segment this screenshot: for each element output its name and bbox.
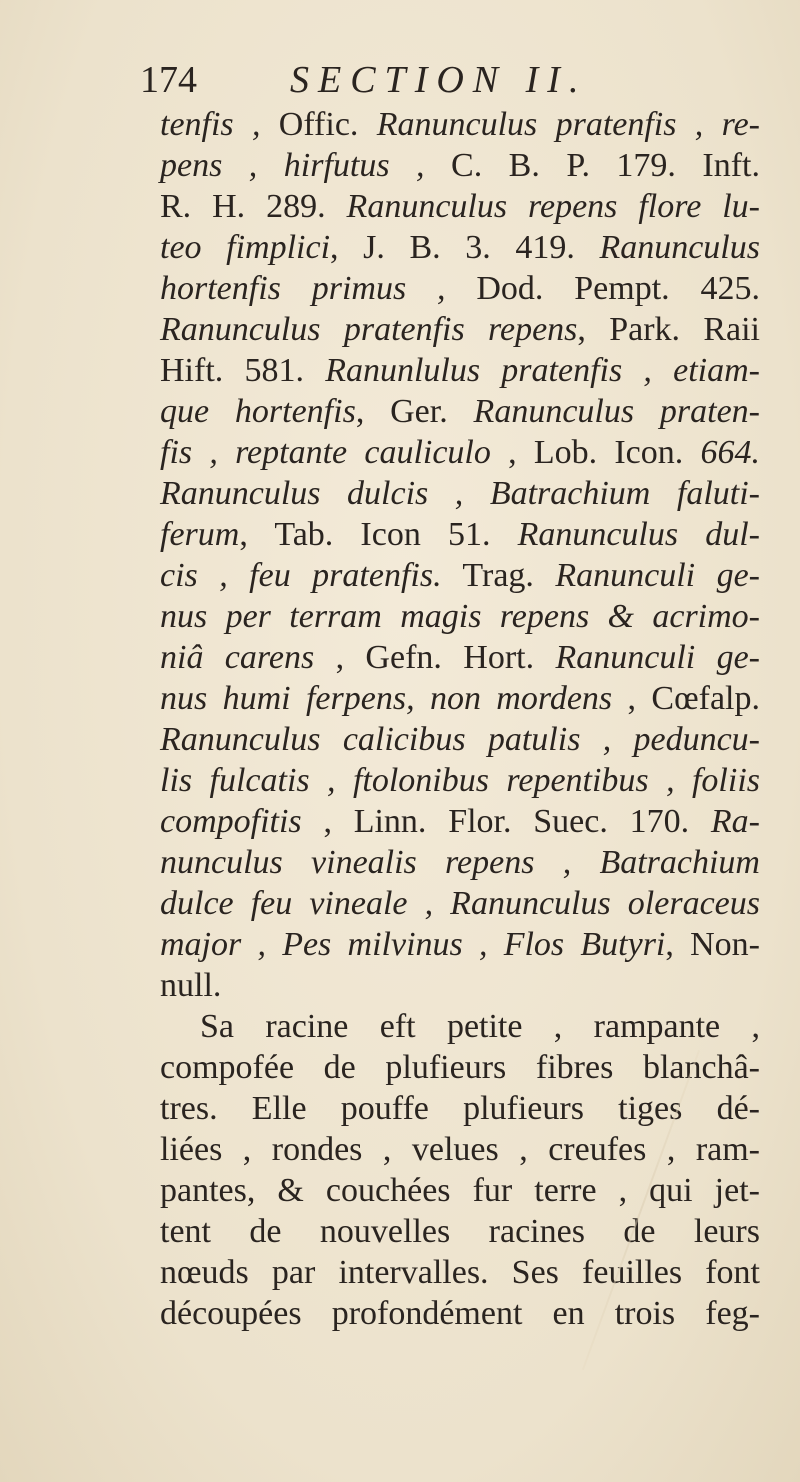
roman-text: , Ger. xyxy=(355,393,474,430)
italic-text: Ranunculus repens flore lu- xyxy=(346,188,760,225)
italic-text: lis fulcatis , ftolonibus repentibus , foliis xyxy=(160,762,760,799)
roman-text: , Non- xyxy=(665,926,760,963)
roman-text: Trag. xyxy=(441,557,556,594)
roman-text: null. xyxy=(160,967,222,1004)
roman-text: Sa racine eft petite , rampante , xyxy=(200,1008,760,1045)
text-line xyxy=(160,719,760,760)
roman-text: , Cœfalp. xyxy=(612,680,761,717)
running-header xyxy=(140,58,700,102)
roman-text: , Gefn. Hort. xyxy=(314,639,556,676)
roman-text: , J. B. 3. 419. xyxy=(330,229,600,266)
italic-text: cis , feu pratenfis. xyxy=(160,557,442,594)
text-line xyxy=(160,391,760,432)
italic-text: Ranunculi ge- xyxy=(555,639,760,676)
text-line xyxy=(160,965,760,1006)
roman-text: Dod. Pempt. 425. xyxy=(476,270,760,307)
text-line xyxy=(160,514,760,555)
roman-text: C. B. P. 179. Inft. xyxy=(451,147,760,184)
roman-text: , Tab. Icon 51. xyxy=(239,516,518,553)
italic-text: que hortenfis xyxy=(160,393,356,430)
text-line xyxy=(160,145,760,186)
page-number: 174 xyxy=(140,59,197,101)
text-line xyxy=(160,801,760,842)
italic-text: Ranunculus xyxy=(599,229,760,266)
italic-text: Ranunculus dulcis , Batrachium faluti- xyxy=(160,475,760,512)
roman-text: , Lob. Icon. xyxy=(490,434,701,471)
italic-text: hortenfis primus , xyxy=(160,270,477,307)
text-line xyxy=(160,842,760,883)
text-line xyxy=(160,555,760,596)
text-line xyxy=(160,1047,760,1088)
text-line xyxy=(160,1006,760,1047)
roman-text: compofée de plufieurs fibres blanchâ- xyxy=(160,1049,760,1086)
italic-text: fis , reptante cauliculo xyxy=(160,434,491,471)
italic-text: 664. xyxy=(700,434,760,471)
roman-text: Hift. 581. xyxy=(160,352,326,389)
italic-text: nus humi ferpens, non mordens xyxy=(160,680,613,717)
text-line xyxy=(160,186,760,227)
italic-text: tenfis , xyxy=(160,106,279,143)
italic-text: dulce feu vineale , Ranunculus oleraceus xyxy=(160,885,760,922)
roman-text: , Park. Raii xyxy=(577,311,761,348)
italic-text: Ranunlulus pratenfis , etiam- xyxy=(325,352,760,389)
italic-text: compofitis xyxy=(160,803,302,840)
section-title: SECTION II. xyxy=(290,59,588,101)
italic-text: Ranunculi ge- xyxy=(555,557,760,594)
roman-text: Offic. xyxy=(278,106,377,143)
text-line xyxy=(160,1088,760,1129)
roman-text: liées , rondes , velues , creufes , ram- xyxy=(160,1131,760,1168)
roman-text: découpées profondément en trois feg- xyxy=(160,1295,760,1332)
italic-text: Ranunculus dul- xyxy=(517,516,760,553)
text-line xyxy=(160,227,760,268)
text-line xyxy=(160,678,760,719)
text-line xyxy=(160,309,760,350)
text-line xyxy=(160,473,760,514)
text-line xyxy=(160,637,760,678)
roman-text: R. H. 289. xyxy=(160,188,347,225)
roman-text: nœuds par intervalles. Ses feuilles font xyxy=(160,1254,760,1291)
text-line xyxy=(160,350,760,391)
italic-text: nunculus vinealis repens , Batrachium xyxy=(160,844,760,881)
text-line xyxy=(160,1129,760,1170)
roman-text: tent de nouvelles racines de leurs xyxy=(160,1213,760,1250)
text-line xyxy=(160,760,760,801)
italic-text: pens , hirfutus , xyxy=(160,147,452,184)
text-line xyxy=(160,596,760,637)
italic-text: Ra- xyxy=(710,803,760,840)
italic-text: Ranunculus pratenfis repens xyxy=(160,311,578,348)
italic-text: Ranunculus pratenfis , re- xyxy=(376,106,760,143)
italic-text: nus per terram magis repens & acrimo- xyxy=(160,598,760,635)
text-line xyxy=(160,1211,760,1252)
body-text xyxy=(160,104,760,1334)
roman-text: , Linn. Flor. Suec. 170. xyxy=(301,803,711,840)
text-line xyxy=(160,104,760,145)
italic-text: Ranunculus calicibus patulis , peduncu- xyxy=(160,721,760,758)
text-line xyxy=(160,1293,760,1334)
text-line xyxy=(160,1170,760,1211)
roman-text: pantes, & couchées fur terre , qui jet- xyxy=(160,1172,760,1209)
roman-text: tres. Elle pouffe plufieurs tiges dé- xyxy=(160,1090,760,1127)
text-line xyxy=(160,432,760,473)
text-line xyxy=(160,883,760,924)
text-line xyxy=(160,268,760,309)
italic-text: niâ carens xyxy=(160,639,315,676)
text-line xyxy=(160,1252,760,1293)
italic-text: Ranunculus praten- xyxy=(473,393,760,430)
italic-text: teo fimplici xyxy=(160,229,331,266)
text-line xyxy=(160,924,760,965)
italic-text: ferum xyxy=(160,516,240,553)
italic-text: major , Pes milvinus , Flos Butyri xyxy=(160,926,666,963)
